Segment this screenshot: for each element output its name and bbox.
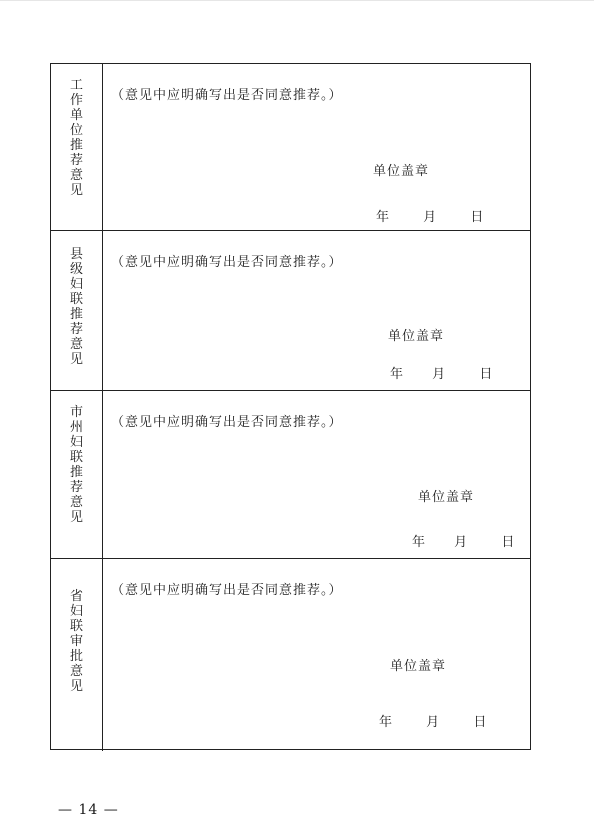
page-number: — 14 — (58, 802, 119, 818)
row-label: 县级妇联推荐意见 (69, 247, 83, 367)
date-line (379, 711, 486, 730)
row-label-cell (51, 64, 103, 230)
opinion-cell (103, 231, 530, 390)
day-label: 日 (470, 210, 484, 225)
year-label: 年 (376, 210, 390, 225)
instruction-text: （意见中应明确写出是否同意推荐。） (111, 415, 343, 430)
year-label: 年 (390, 367, 404, 382)
table-row (51, 64, 530, 231)
month-label: 月 (454, 535, 468, 550)
table-row (51, 391, 530, 559)
recommendation-form-table (50, 63, 531, 750)
instruction-text: （意见中应明确写出是否同意推荐。） (111, 255, 343, 270)
date-line (412, 531, 514, 550)
row-label: 市州妇联推荐意见 (69, 405, 83, 525)
month-label: 月 (432, 367, 446, 382)
row-label-cell (51, 231, 103, 390)
top-divider (0, 0, 594, 1)
year-label: 年 (412, 535, 426, 550)
row-label: 省妇联审批意见 (69, 589, 83, 694)
row-label: 工作单位推荐意见 (69, 78, 83, 198)
year-label: 年 (379, 715, 393, 730)
table-row (51, 231, 530, 391)
table-row (51, 559, 530, 751)
date-line (390, 363, 492, 382)
month-label: 月 (423, 210, 437, 225)
instruction-text: （意见中应明确写出是否同意推荐。） (111, 583, 343, 598)
instruction-text: （意见中应明确写出是否同意推荐。） (111, 88, 343, 103)
month-label: 月 (426, 715, 440, 730)
row-label-cell (51, 391, 103, 558)
seal-label: 单位盖章 (390, 659, 447, 674)
opinion-cell (103, 559, 530, 751)
date-line (376, 206, 483, 225)
row-label-cell (51, 559, 103, 751)
seal-label: 单位盖章 (418, 490, 475, 505)
day-label: 日 (501, 535, 515, 550)
seal-label: 单位盖章 (388, 329, 445, 344)
seal-label: 单位盖章 (373, 164, 430, 179)
opinion-cell (103, 64, 530, 230)
day-label: 日 (479, 367, 493, 382)
day-label: 日 (473, 715, 487, 730)
opinion-cell (103, 391, 530, 558)
